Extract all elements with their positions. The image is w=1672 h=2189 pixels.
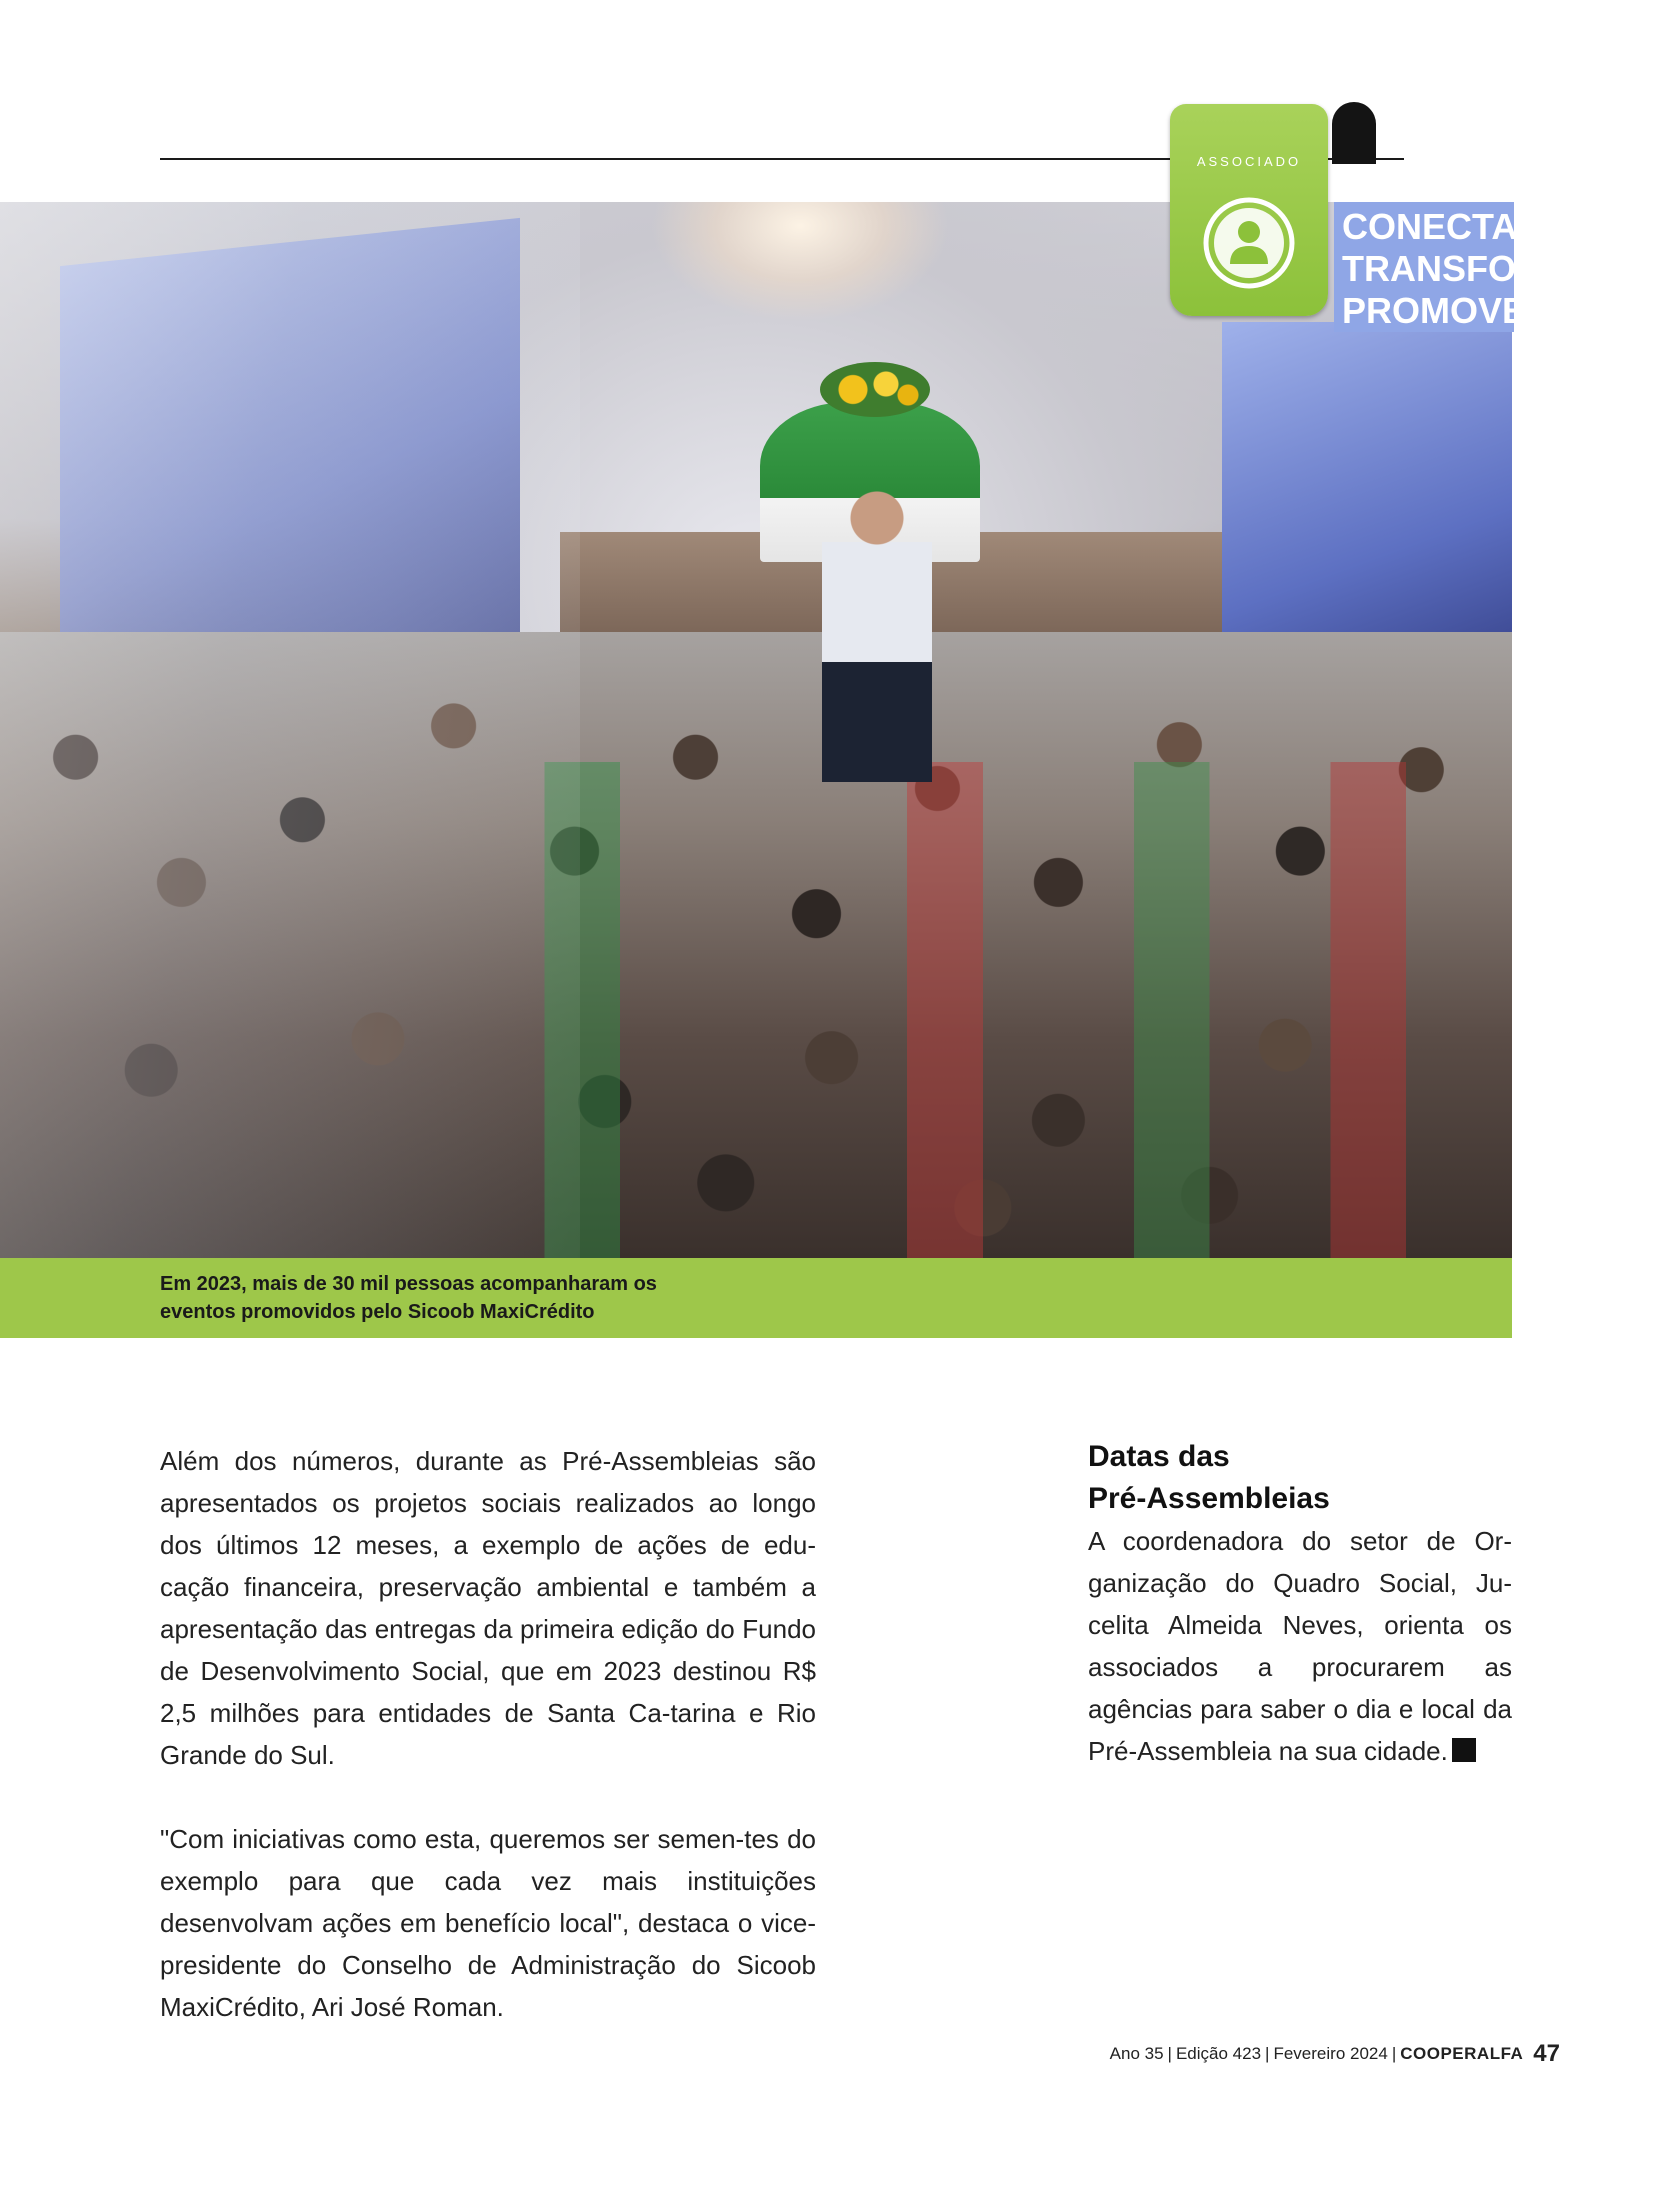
glass-reflection [0, 202, 580, 1258]
screen-text-line: PROMOVE [1342, 290, 1527, 331]
sidebar-title [1088, 1436, 1512, 1520]
badge-tab [1332, 102, 1376, 164]
sidebar-title-line: Datas das [1088, 1440, 1230, 1473]
screen-text-line: CONECTAR [1342, 206, 1544, 247]
caption-line: eventos promovidos pelo Sicoob MaxiCrédito [160, 1301, 595, 1323]
footer-brand: COOPERALFA [1400, 2044, 1524, 2063]
sidebar-title-line: Pré-Assembleias [1088, 1482, 1330, 1515]
footer-data: Fevereiro 2024 [1273, 2044, 1388, 2063]
footer-separator: | [1265, 2044, 1270, 2063]
page-footer [1100, 2040, 1560, 2068]
footer-separator: | [1391, 2044, 1397, 2063]
sidebar-box [1088, 1436, 1512, 1772]
flower-arrangement [820, 362, 930, 417]
photo-caption [160, 1270, 1060, 1326]
screen-text-line: TRANSFOR [1342, 248, 1542, 289]
speaker [822, 482, 932, 782]
caption-line: Em 2023, mais de 30 mil pessoas acompanharam os [160, 1273, 657, 1295]
sidebar-body-text: A coordenadora do setor de Or-ganização do Quadro Social, Ju-celita Almeida Neves, orienta os associados a procurarem as agências para saber o dia e local da Pré-Assembleia na sua cidade. [1088, 1526, 1512, 1766]
footer-edicao: Edição 423 [1175, 2044, 1262, 2063]
article-body [160, 1440, 816, 2070]
event-photo [0, 202, 1544, 1258]
footer-separator: | [1167, 2044, 1172, 2063]
article-paragraph: "Com iniciativas como esta, queremos ser semen-tes do exemplo para que cada vez mais instituições desenvolvam ações em benefício local", destaca o vice-presidente do Conselho de Administração do Sicoob MaxiCrédito, Ari José Roman. [160, 1824, 816, 2022]
sidebar-body [1088, 1520, 1512, 1772]
user-icon [1202, 196, 1296, 290]
section-badge [1170, 104, 1328, 316]
screen-text [1334, 202, 1544, 332]
end-mark-icon [1452, 1738, 1476, 1762]
badge-label: ASSOCIADO [1196, 154, 1302, 169]
article-paragraph: Além dos números, durante as Pré-Assembleias são apresentados os projetos sociais realizados ao longo dos últimos 12 meses, a exemplo de ações de edu-cação financeira, preservação ambiental e também a apresentação das entregas da primeira edição do Fundo de Desenvolvimento Social, que em 2023 destinou R$ 2,5 milhões para entidades de Santa Ca-tarina e Rio Grande do Sul. [160, 1446, 816, 1770]
chandelier [650, 202, 950, 322]
footer-ano: Ano 35 [1109, 2044, 1164, 2063]
page-number: 47 [1533, 2040, 1560, 2067]
